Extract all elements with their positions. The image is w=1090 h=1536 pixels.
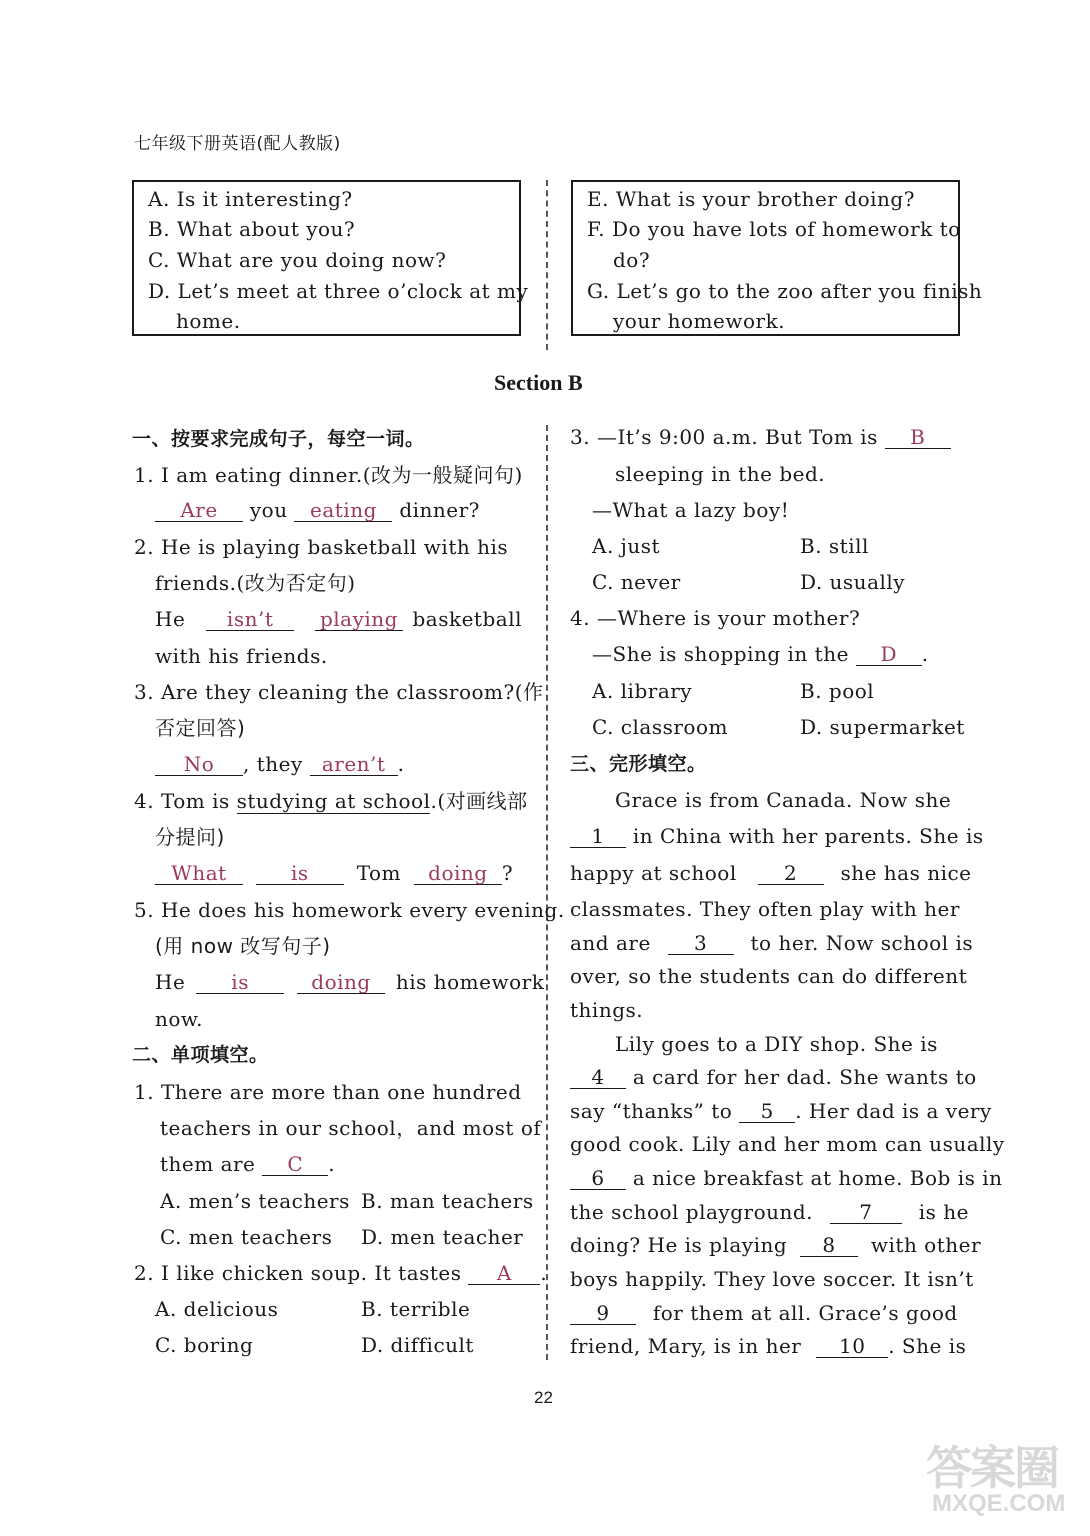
watermark-text: 答案圈 <box>926 1441 1058 1495</box>
p1-q4-answer-2: is <box>256 862 344 885</box>
p2-q3-opt-b: B. still <box>800 534 869 558</box>
cloze-blank-1: 1 <box>570 825 626 848</box>
page-header-title: 七年级下册英语(配人教版) <box>134 134 341 154</box>
option-d-cont: home. <box>176 309 241 333</box>
cloze-blank-4: 4 <box>570 1066 626 1089</box>
p2-q3-pre: 3. —It’s 9:00 a.m. But Tom is <box>570 425 878 449</box>
cloze-blank-9: 9 <box>570 1302 636 1325</box>
cloze-blank-8: 8 <box>800 1234 858 1257</box>
p1-q5-line4: now. <box>155 1007 204 1031</box>
p1-q2-answer-line <box>155 607 522 631</box>
cloze-text-5b: to her. Now school is <box>750 931 974 955</box>
cloze-text-12: a nice breakfast at home. Bob is in <box>632 1166 1003 1190</box>
p2-q4-post: . <box>921 642 929 666</box>
p2-q3-answer: B <box>885 426 951 449</box>
cloze-text-3a: happy at school <box>570 861 737 885</box>
p2-q4-opt-d: D. supermarket <box>800 715 965 739</box>
p1-q4-underlined: studying at school <box>236 789 431 813</box>
cloze-blank-7: 7 <box>830 1201 902 1224</box>
option-e: E. What is your brother doing? <box>587 187 915 211</box>
p2-q1-pre: them are <box>160 1152 256 1176</box>
cloze-line-16 <box>570 1301 958 1325</box>
p1-q4-post: .(对画线部 <box>430 789 528 813</box>
p1-q3-line1: 3. Are they cleaning the classroom?(作 <box>134 680 544 704</box>
p1-q5-answer-1: is <box>196 971 284 994</box>
cloze-text-2: in China with her parents. She is <box>632 824 984 848</box>
p2-q3-line3: —What a lazy boy! <box>592 498 790 522</box>
p1-q3-answer-1: No <box>155 753 243 776</box>
p2-q3-line1 <box>570 425 951 449</box>
divider-main <box>546 425 548 1360</box>
p1-q3-line2: 否定回答) <box>155 716 246 740</box>
p1-q4-pre: 4. Tom is <box>134 789 237 813</box>
p2-q1-opt-c: C. men teachers <box>160 1225 333 1249</box>
p2-q2-opt-c: C. boring <box>155 1333 254 1357</box>
cloze-line-17 <box>570 1334 966 1358</box>
p1-q2-post: basketball <box>412 607 522 631</box>
cloze-text-9: a card for her dad. She wants to <box>632 1065 977 1089</box>
cloze-line-14 <box>570 1233 981 1257</box>
part1-heading: 一、按要求完成句子，每空一词。 <box>132 428 425 450</box>
p2-q2-line <box>134 1261 547 1285</box>
cloze-blank-2: 2 <box>758 862 824 885</box>
p2-q1-post: . <box>328 1152 336 1176</box>
p1-q5-line1: 5. He does his homework every evening. <box>134 898 565 922</box>
p1-q4-answer-3: doing <box>414 862 502 885</box>
p1-q4-end: ? <box>501 861 514 885</box>
cloze-line-6: over, so the students can do different <box>570 964 968 988</box>
cloze-line-3 <box>570 861 972 885</box>
cloze-line-7: things. <box>570 998 644 1022</box>
cloze-line-13 <box>570 1200 969 1224</box>
p2-q2-opt-b: B. terrible <box>361 1297 471 1321</box>
cloze-text-13b: is he <box>918 1200 969 1224</box>
p1-q2-line1: 2. He is playing basketball with his <box>134 535 509 559</box>
page-number: 22 <box>534 1388 553 1407</box>
part2-heading: 二、单项填空。 <box>132 1044 269 1066</box>
p1-q4-line1 <box>134 789 528 813</box>
p2-q4-line1: 4. —Where is your mother? <box>570 606 861 630</box>
p1-q1-end: dinner? <box>399 498 480 522</box>
cloze-text-14b: with other <box>870 1233 982 1257</box>
p1-q2-answer-2: playing <box>315 608 403 631</box>
cloze-line-4: classmates. They often play with her <box>570 897 960 921</box>
p2-q4-answer: D <box>856 643 922 666</box>
p1-q5-answer-line <box>155 970 544 994</box>
p2-q2-answer: A <box>468 1262 540 1285</box>
option-a: A. Is it interesting? <box>148 187 353 211</box>
option-b: B. What about you? <box>148 217 356 241</box>
cloze-blank-10: 10 <box>816 1335 888 1358</box>
cloze-text-16: for them at all. Grace’s good <box>652 1301 958 1325</box>
p2-q4-opt-c: C. classroom <box>592 715 728 739</box>
p1-q1-text: 1. I am eating dinner.(改为一般疑问句) <box>134 463 523 487</box>
cloze-line-8: Lily goes to a DIY shop. She is <box>615 1032 938 1056</box>
p2-q1-opt-a: A. men’s teachers <box>160 1189 350 1213</box>
p1-q5-pre: He <box>155 970 186 994</box>
p2-q2-opt-a: A. delicious <box>155 1297 279 1321</box>
p2-q1-line2: teachers in our school，and most of <box>160 1116 542 1140</box>
cloze-line-15: boys happily. They love soccer. It isn’t <box>570 1267 974 1291</box>
cloze-text-10b: . Her dad is a very <box>795 1099 992 1123</box>
option-d: D. Let’s meet at three o’clock at my <box>148 279 529 303</box>
p1-q5-post: his homework <box>395 970 545 994</box>
cloze-text-17b: . She is <box>888 1334 967 1358</box>
p2-q4-pre: —She is shopping in the <box>592 642 849 666</box>
p2-q1-answer: C <box>262 1153 328 1176</box>
watermark-url: MXQE.COM <box>932 1490 1066 1517</box>
option-g: G. Let’s go to the zoo after you finish <box>587 279 983 303</box>
cloze-text-3b: she has nice <box>840 861 972 885</box>
p1-q4-answer-line <box>155 861 513 885</box>
p1-q4-mid: Tom <box>356 861 402 885</box>
p1-q1-answer-line <box>155 498 480 522</box>
p2-q1-opt-d: D. men teacher <box>361 1225 524 1249</box>
cloze-blank-6: 6 <box>570 1167 626 1190</box>
option-g-cont: your homework. <box>613 309 786 333</box>
p1-q1-mid: you <box>249 498 288 522</box>
p1-q1-answer-1: Are <box>155 499 243 522</box>
p2-q3-opt-d: D. usually <box>800 570 906 594</box>
p1-q4-answer-1: What <box>155 862 243 885</box>
p2-q3-line2: sleeping in the bed. <box>615 462 826 486</box>
cloze-line-5 <box>570 931 973 955</box>
option-c: C. What are you doing now? <box>148 248 447 272</box>
p1-q3-mid: , they <box>243 752 303 776</box>
cloze-text-13a: the school playground. <box>570 1200 814 1224</box>
p2-q4-opt-b: B. pool <box>800 679 875 703</box>
p1-q3-end: . <box>397 752 405 776</box>
section-title: Section B <box>494 370 583 395</box>
p1-q4-line2: 分提问) <box>155 825 225 849</box>
p2-q1-opt-b: B. man teachers <box>361 1189 534 1213</box>
cloze-line-10 <box>570 1099 992 1123</box>
cloze-line-11: good cook. Lily and her mom can usually <box>570 1132 1005 1156</box>
p2-q3-opt-c: C. never <box>592 570 681 594</box>
p1-q5-answer-2: doing <box>297 971 385 994</box>
p1-q2-line4: with his friends. <box>155 644 328 668</box>
option-f-cont: do? <box>613 248 651 272</box>
p2-q4-line2 <box>592 642 929 666</box>
cloze-line-1: Grace is from Canada. Now she <box>615 788 952 812</box>
cloze-line-12 <box>570 1166 1003 1190</box>
p2-q1-line1: 1. There are more than one hundred <box>134 1080 522 1104</box>
p2-q1-line3 <box>160 1152 335 1176</box>
p1-q2-answer-1: isn’t <box>206 608 294 631</box>
cloze-line-9 <box>570 1065 977 1089</box>
p1-q1-answer-2: eating <box>294 499 392 522</box>
cloze-line-2 <box>570 824 984 848</box>
cloze-text-10a: say “thanks” to <box>570 1099 733 1123</box>
p2-q3-opt-a: A. just <box>592 534 661 558</box>
cloze-text-14a: doing? He is playing <box>570 1233 788 1257</box>
p2-q2-pre: 2. I like chicken soup. It tastes <box>134 1261 462 1285</box>
cloze-text-17a: friend, Mary, is in her <box>570 1334 802 1358</box>
part3-heading: 三、完形填空。 <box>570 753 707 775</box>
p1-q3-answer-line <box>155 752 405 776</box>
cloze-blank-5: 5 <box>739 1100 795 1123</box>
p2-q2-opt-d: D. difficult <box>361 1333 474 1357</box>
p1-q5-line2: (用 now 改写句子) <box>155 934 331 958</box>
p2-q2-post: . <box>540 1261 548 1285</box>
p1-q3-answer-2: aren’t <box>310 753 398 776</box>
p2-q4-opt-a: A. library <box>592 679 693 703</box>
p1-q2-line2: friends.(改为否定句) <box>155 571 356 595</box>
divider-top <box>546 180 548 350</box>
cloze-blank-3: 3 <box>668 932 734 955</box>
cloze-text-5a: and are <box>570 931 651 955</box>
option-f: F. Do you have lots of homework to <box>587 217 961 241</box>
p1-q2-pre: He <box>155 607 186 631</box>
